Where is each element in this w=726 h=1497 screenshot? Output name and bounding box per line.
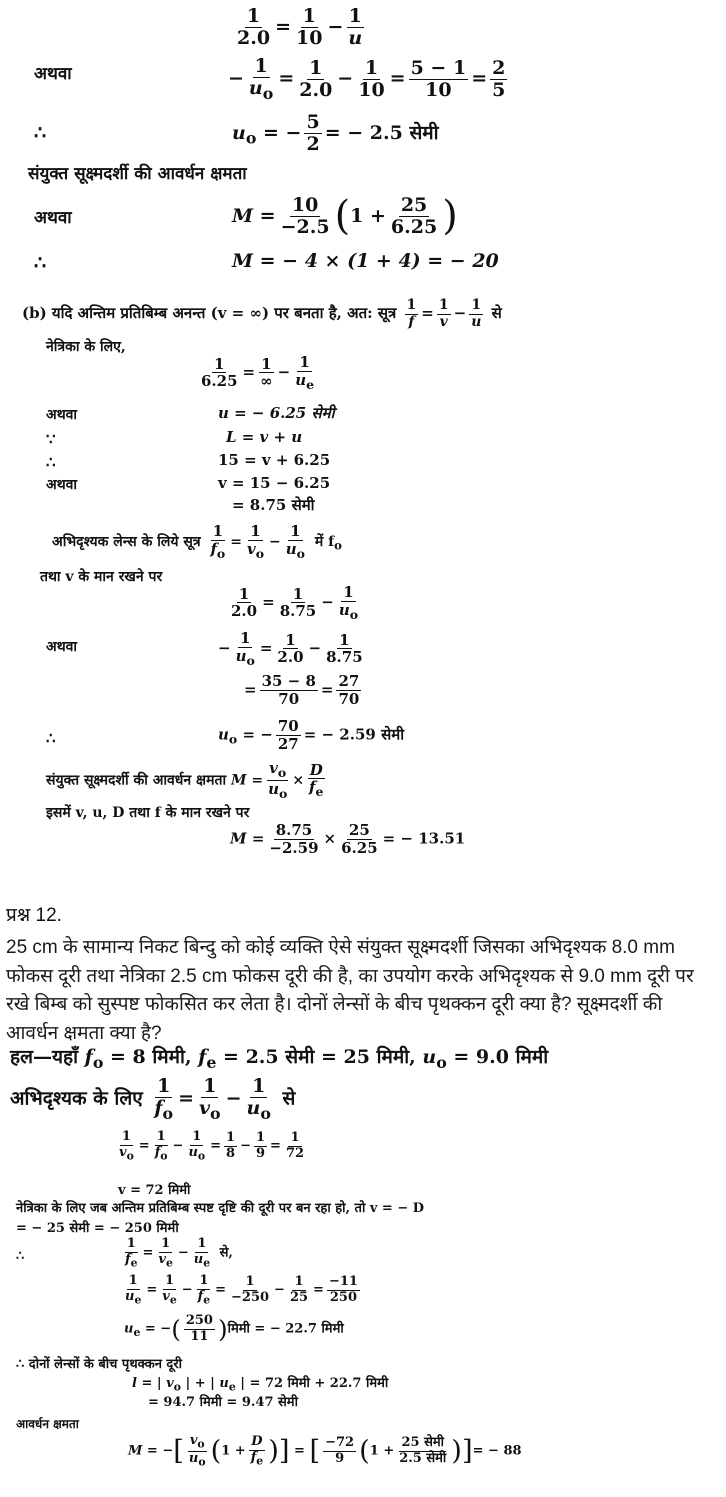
solution-separation-2: = 94.7 मिमी = 9.47 सेमी [148,1395,298,1410]
because-1: ∵ [46,430,56,448]
eq-b-vo-res: = 8.75 सेमी [232,496,315,514]
label-athva: अथवा [34,64,72,84]
mag-power-b: संयुक्त सूक्ष्मदर्शी की आवर्धन क्षमता M = $\frac{v_o}{u_o}$ × $\frac{D}{f_e}$ [46,759,324,801]
therefore-5: ∴ [16,1249,25,1264]
eq-b-1: $\frac{1}{6.25}$ = $\frac{1}{\infty}$ − $\frac{1}{u_e}$ [201,353,315,392]
therefore-2: ∴ [34,252,47,274]
label-athva-4: अथवा [46,477,78,493]
eyepiece-label: नेत्रिका के लिए, [46,339,126,355]
label-athva-2: अथवा [34,208,72,228]
solution-eyepiece-2: = − 25 सेमी = − 250 मिमी [16,1221,179,1236]
therefore-4: ∴ [46,729,56,747]
eq-b-15: 15 = v + 6.25 [218,451,331,469]
solution-separation-label: ∴ दोनों लेन्सों के बीच पृथक्कन दूरी [16,1357,183,1372]
eq-b-M: M = $\frac{8.75}{-2.59}$ × $\frac{25}{6.25}$ = − 13.51 [230,821,466,857]
solution-separation-1: l = | $v_o$ | + | $u_e$ | = 72 मिमी + 22.7 मिमी [132,1376,389,1394]
question-title: प्रश्न 12. [6,905,62,926]
eq-b-uo: $u_o$ = − $\frac{70}{27}$ = − 2.59 सेमी [218,717,405,753]
heading-magnifying-power: संयुक्त सूक्ष्मदर्शी की आवर्धन क्षमता [28,164,247,184]
objective-formula: अभिदृश्यक लेन्स के लिये सूत्र $\frac{1}{f_o}$ = $\frac{1}{v_o}$ − $\frac{1}{u_o}$ में $f_o$ [52,522,342,561]
solution-mag-eq: M = −[ $\frac{v_o}{u_o}$ (1 + $\frac{D}{f_e}$ )] = [ $\frac{-72}{9}$ (1 + $\frac{\text{25 सेमी}}{\text{2.5 सेमी}}$ )]= − 88 [128,1433,522,1469]
eq-b-ue: u = − 6.25 सेमी [218,404,335,422]
therefore-3: ∴ [46,453,56,471]
eq-b-L: L = v + u [226,428,303,446]
eq-a-M: M = $\frac{10}{-2.5}$ (1 + $\frac{25}{6.25}$ ) [232,192,458,239]
therefore-1: ∴ [34,122,47,144]
solution-given: हल—यहाँ $f_o = 8$ मिमी, $f_e = 2.5$ सेमी = 25 मिमी, $u_o = 9.0$ मिमी [10,1046,549,1072]
eq-a-row1: $\frac{1}{2.0}$ = $\frac{1}{10}$ − $\frac{1}{u}$ [237,5,363,50]
solution-ue: $u_e$ = −( $\frac{250}{11}$ )मिमी = − 22.7 मिमी [124,1313,344,1344]
eq-b-2: $\frac{1}{2.0}$ = $\frac{1}{8.75}$ − $\frac{1}{u_o}$ [231,583,359,622]
solution-objective-formula: अभिदृश्यक के लिए $\frac{1}{f_o}$ = $\frac{1}{v_o}$ − $\frac{1}{u_o}$ से [10,1075,296,1124]
part-b-intro: (b) यदि अन्तिम प्रतिबिम्ब अनन्त (v = ∞) पर बनता है, अत: सूत्र $\frac{1}{f}$ = $\frac{1}{v}$ − $\frac{1}{u}$ से [22,297,502,330]
label-athva-3: अथवा [46,407,78,423]
solution-eq-3: $\frac{1}{u_e}$ = $\frac{1}{v_e}$ − $\frac{1}{f_e}$ = $\frac{1}{-250}$ − $\frac{1}{25}$ = $\frac{-11}{250}$ [125,1273,358,1307]
solution-mag-label: आवर्धन क्षमता [16,1417,79,1431]
solution-eq-1: $\frac{1}{v_o}$ = $\frac{1}{f_o}$ − $\frac{1}{u_o}$ = $\frac{1}{8}$ − $\frac{1}{9}$ = $\frac{1}{72}$ [119,1129,305,1163]
solution-eyepiece-1: नेत्रिका के लिए जब अन्तिम प्रतिबिम्ब स्पष्ट दृष्टि की दूरी पर बन रहा हो, तो v = − D [16,1201,425,1216]
put-values-line: तथा v के मान रखने पर [40,569,163,585]
eq-b-4: = $\frac{35 - 8}{70}$ = $\frac{27}{70}$ [244,672,360,708]
eq-b-vo: v = 15 − 6.25 [218,474,331,492]
eq-a-M-final: M = − 4 × (1 + 4) = − 20 [232,250,499,272]
solution-eq-2: $\frac{1}{f_e}$ = $\frac{1}{v_e}$ − $\frac{1}{u_e}$ से, [125,1236,233,1270]
eq-a-row3: $u_o$ = − $\frac{5}{2}$ = − 2.5 सेमी [232,111,439,156]
solution-vo: v = 72 मिमी [118,1183,191,1198]
substitute-line: इसमें v, u, D तथा f के मान रखने पर [46,805,250,821]
question-body: 25 cm के सामान्य निकट बिन्दु को कोई व्यक्ति ऐसे संयुक्त सूक्ष्मदर्शी जिसका अभिदृश्यक 8.0 mm फोकस दूरी तथा नेत्रिका 2.5 cm फोकस दूरी की है, का उपयोग करके अभिदृश्यक से 9.0 mm दूरी पर रखे बिम्ब को सुस्पष्ट फोकसित कर लेता है। दोनों लेन्सों के बीच पृथक्कन दूरी क्या है? सूक्ष्मदर्शी की आवर्धन क्षमता क्या है? [6,937,694,1044]
eq-b-3: − $\frac{1}{u_o}$ = $\frac{1}{2.0}$ − $\frac{1}{8.75}$ [218,629,363,668]
label-athva-5: अथवा [46,639,78,655]
eq-a-row2: − $\frac{1}{u_o}$ = $\frac{1}{2.0}$ − $\frac{1}{10}$ = $\frac{5 - 1}{10}$ = $\frac{2}{5}$ [228,55,506,104]
